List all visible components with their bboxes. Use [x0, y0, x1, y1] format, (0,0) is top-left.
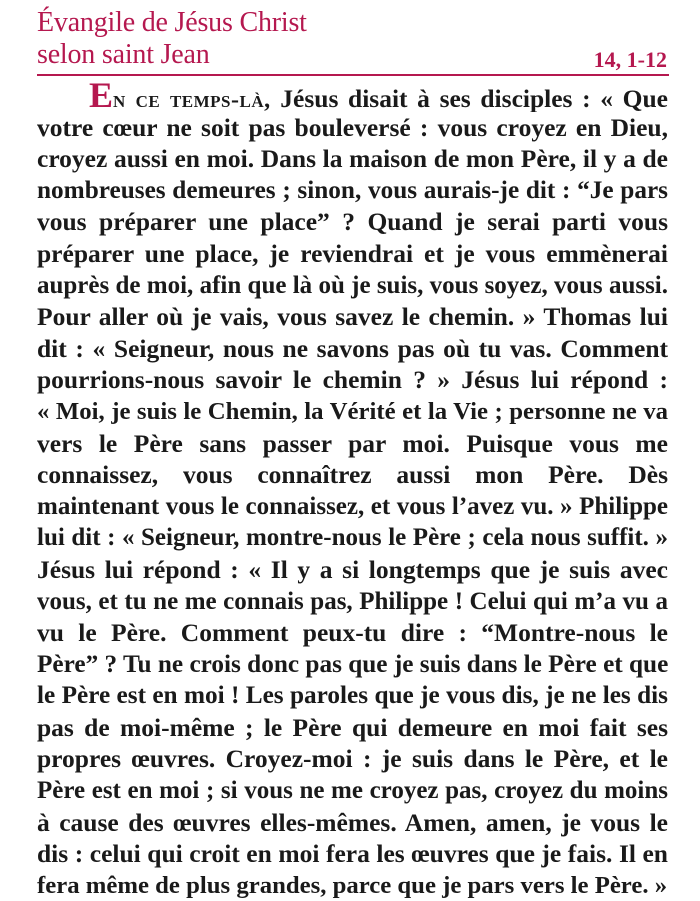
gospel-title-line-2: selon saint Jean	[37, 39, 210, 70]
opening-small-caps: n ce temps-là,	[113, 87, 271, 112]
passage-line: maintenant vous le connaissez, et vous l’avez vu. » Philippe	[37, 492, 668, 520]
passage-line: vu le Père. Comment peux-tu dire : “Montre-nous le	[37, 618, 668, 648]
passage-line: vers le Père sans passer par moi. Puisque vous me	[37, 428, 668, 458]
passage-line	[37, 80, 668, 112]
passage-line: pas de moi-même ; le Père qui demeure en moi fait ses	[37, 712, 668, 742]
passage-line: dis : celui qui croit en moi fera les œuvres que je fais. Il en	[37, 839, 668, 869]
scripture-reference: 14, 1-12	[593, 47, 667, 72]
passage-line: nombreuses demeures ; sinon, vous aurais-je dit : “Je pars	[37, 175, 668, 204]
passage-line: préparer une place, je reviendrai et je vous emmènerai	[37, 238, 668, 268]
passage-line: dit : « Seigneur, nous ne savons pas où tu vas. Comment	[37, 333, 668, 363]
passage-line: lui dit : « Seigneur, montre-nous le Père ; cela nous suffit. »	[37, 524, 668, 552]
passage-line: connaissez, vous connaîtrez aussi mon Père. Dès	[37, 460, 668, 490]
gospel-title-line-1: Évangile de Jésus Christ	[37, 7, 307, 38]
gospel-passage	[37, 80, 668, 901]
passage-line: croyez aussi en moi. Dans la maison de mon Père, il y a de	[37, 144, 668, 174]
passage-line: le Père est en moi ! Les paroles que je vous dis, je ne les dis	[37, 681, 668, 710]
passage-line: pourrions-nous savoir le chemin ? » Jésus lui répond :	[37, 365, 668, 395]
passage-line: « Moi, je suis le Chemin, la Vérité et la Vie ; personne ne va	[37, 397, 668, 425]
passage-lines	[37, 112, 668, 901]
passage-line: auprès de moi, afin que là où je suis, vous soyez, vous aussi.	[37, 271, 668, 299]
drop-cap: E	[89, 80, 114, 112]
passage-line: Père est en moi ; si vous ne me croyez pas, croyez du moins	[37, 777, 668, 805]
passage-line: vous, et tu ne me connais pas, Philippe ! Celui qui m’a vu a	[37, 587, 668, 615]
passage-line: à cause des œuvres elles-mêmes. Amen, amen, je vous le	[37, 807, 668, 837]
passage-line: propres œuvres. Croyez-moi : je suis dans le Père, et le	[37, 744, 668, 774]
gospel-header	[37, 6, 669, 76]
passage-line: Pour aller où je vais, vous savez le chemin. » Thomas lui	[37, 302, 668, 332]
passage-line: Père” ? Tu ne crois donc pas que je suis dans le Père et que	[37, 649, 668, 678]
passage-line: Jésus lui répond : « Il y a si longtemps que je suis avec	[37, 554, 668, 584]
passage-line: vous préparer une place” ? Quand je serai parti vous	[37, 207, 668, 237]
first-line-text: Jésus disait à ses disciples : « Que	[270, 84, 668, 112]
passage-line: fera même de plus grandes, parce que je pars vers le Père. »	[37, 871, 668, 899]
passage-line: votre cœur ne soit pas bouleversé : vous croyez en Dieu,	[37, 112, 668, 142]
